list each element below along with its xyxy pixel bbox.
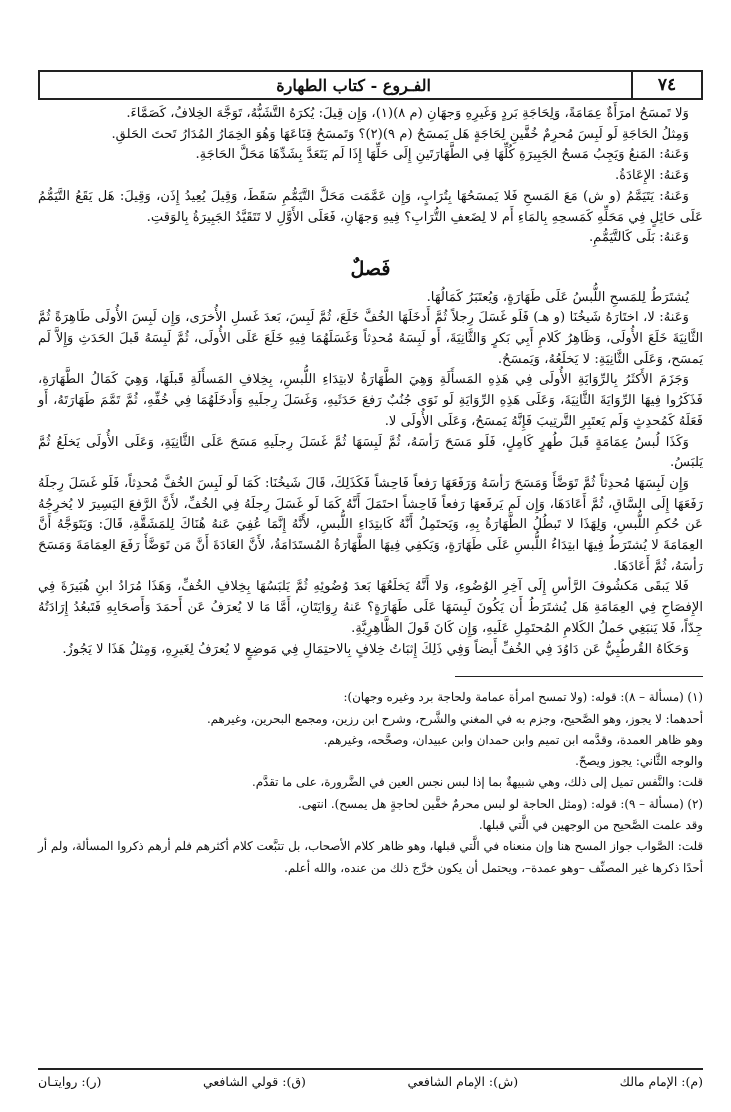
page-footer bbox=[38, 1068, 703, 1089]
text-paragraph: وَعَنهُ: لا، اختَارَهُ شَيخُنَا (و هـ) فَلَو غَسَلَ رِجلاً ثُمَّ أَدخَلَهَا الخُفَّ خَلَعَ، ثُمَّ لَبِسَ، بَعدَ غَسلِ الأُخرَى، وَإِن لَبِسَ الأُولَى طَاهِرَةً ثُمَّ الثَّانِيَةَ خَلَعَ الأُولَى، وَظَاهِرُ كَلامِ أَبِي بَكرٍ وَالثَّانِيَةَ، أَو لَبِسَهُ مُحدِثاً وَغَسَلَهُمَا فِيهِ خَلَعَ عَلَى الأُولَى، ثُمَّ لَبِسَهُ قَبلَ الحَدَثِ وَإِلاَّ لَم يَمسَح، وَعَلَى الثَّانِيَةِ: لا يَخلَعُهُ، وَيَمسَحُ. bbox=[38, 310, 703, 367]
page-number: ٧٤ bbox=[631, 72, 701, 98]
footnote-line: وهو ظاهر العمدة، وقدَّمه ابن تميم وابن حمدان وابن عبيدان، وصحَّحه، وغيرهم. bbox=[323, 732, 703, 747]
footnote-line: أحدهما: لا يجوز، وهو الصَّحيح، وجزم به في المغني والشَّرح، وشرح ابن رزين، ومجمع البحرين، وغيرهم. bbox=[206, 711, 703, 726]
legend-malik: (م): الإمام مالك bbox=[619, 1074, 703, 1089]
footnote-line: قلت: الصَّواب جواز المسح هنا وإن منعناه في الَّتي قبلها، وهو ظاهر كلام الأصحاب، بل تتبَّعت كلام أكثرهم فلم أرهم ذكروا المسألة، ولم أر أحدًا ذكرها غير المصنِّف –وهو عمدة–، ويحتمل أن يكون خرَّج ذلك من عنده، والله أعلم. bbox=[38, 839, 703, 875]
text-paragraph: وَإِن لَبِسَهَا مُحدِثاً ثُمَّ تَوَضَّأَ وَمَسَحَ رَأسَهُ وَرَفَعَهَا رَفعاً فَاحِشاً فَكَذَلِكَ، قَالَ شَيخُنَا: كَمَا لَو لَبِسَ الخُفَّ مُحدِثاً، فَلَو غَسَلَ رِجلَهُ رَفَعَهَا إِلَى السَّاقِ، ثُمَّ أَعَادَهَا، وَإِن لَم يَرفَعهَا رَفعاً فَاحِشاً احتَمَلَ أَنَّهُ كَمَا لَو غَسَلَ رِجلَهُ فِي الخُفِّ، لأَنَّ الرَّفعَ اليَسِيرَ لا يُخرِجُهُ عَن حُكمِ اللُّبسِ، وَلِهَذَا لا تَبطُلُ الطَّهَارَةُ بِهِ، وَيَحتَمِلُ أَنَّهُ كَابتِدَاءِ اللُّبسِ، لأَنَّهُ إِنَّمَا عُفِيَ عَنهُ هُنَاكَ لِلمَشَقَّةِ، قَالَ: وَيَتَوَجَّهُ أَنَّ العِمَامَةَ لا يُشتَرَطُ فِيهَا ابتِدَاءُ اللُّبسِ عَلَى طَهَارَةٍ، وَيَكفِي فِيهَا الطَّهَارَةُ المُستَدَامَةُ، لأَنَّ العَادَةَ أَنَّ مَن تَوَضَّأَ رَفَعَ العِمَامَةَ وَمَسَحَ رَأسَهُ، ثُمَّ أَعَادَهَا. bbox=[38, 475, 703, 574]
legend-two-narrations: (ر): روايتـان bbox=[38, 1074, 102, 1089]
footnote-line: والوجه الثَّاني: يجوز ويصحّ. bbox=[575, 754, 703, 769]
page bbox=[38, 70, 703, 879]
footnote-line: وقد علمت الصَّحيح من الوجهين في الَّتي قبلها. bbox=[478, 818, 703, 833]
footnote-line: قلت: والنَّفس تميل إلى ذلك، وهي شبيهةٌ بما إذا لبس نجس العين في الضَّرورة، على ما تقدَّم. bbox=[251, 775, 703, 790]
footnote-line: (٢) (مسألة – ٩): قوله: (ومثل الحاجة لو لبس محرمٌ خفَّين لحاجةٍ هل يمسح). انتهى. bbox=[297, 796, 703, 811]
text-paragraph: فَلا يَبقَى مَكشُوفَ الرَّأسِ إِلَى آخِرِ الوُضُوءِ، وَلا أَنَّهُ يَخلَعُهَا بَعدَ وُضُوئِهِ ثُمَّ يَلبَسُهَا بِخِلافِ الخُفِّ، وَهَذَا مُرَادُ ابنِ هُبَيرَةَ فِي الإِفصَاحِ فِي العِمَامَةِ هَل يُشتَرَطُ أَن يَكُونَ لَبِسَهَا عَلَى طَهَارَةٍ؟ عَنهُ رِوَايَتَانِ، أَمَّا مَا لا يُعرَفُ عَن أَحمَدَ وَأَصحَابِهِ فَتَبعُدُ إِرَادَتُهُ جِدّاً، فَلا يَنبَغِي حَملُ الكَلامِ المُحتَمِلِ عَلَيهِ، وَإِن كَانَ قَولَ الظَّاهِرِيَّةِ. bbox=[38, 579, 703, 636]
section-title: فَصلٌ bbox=[350, 257, 391, 280]
legend-shafii: (ش): الإمام الشافعي bbox=[407, 1074, 519, 1089]
page-header bbox=[38, 70, 703, 100]
text-paragraph: وَكَذَا لُبسُ عِمَامَةٍ قَبلَ طُهرٍ كَامِلٍ، فَلَو مَسَحَ رَأسَهُ، ثُمَّ لَبِسَهَا ثُمَّ غَسَلَ رِجلَيهِ مَسَحَ عَلَى الثَّانِيَةِ، وَعَلَى الأُولَى يَخلَعُ ثُمَّ يَلبَسُ. bbox=[38, 434, 703, 471]
footnote-divider bbox=[455, 676, 703, 677]
legend-shafii-two-opinions: (ق): قولي الشافعي bbox=[202, 1074, 306, 1089]
text-paragraph: وَعَنهُ: المَنعُ وَيَجِبُ مَسحُ الجَبِيرَةِ كُلِّهَا فِي الطَّهَارَتَينِ إِلَى حَلِّهَا إِذَا لَم يَتَعَدَّ بِشَدِّهَا مَحَلَّ الحَاجَةِ. bbox=[195, 147, 689, 163]
footnote-line: (١) (مسألة – ٨): قوله: (ولا تمسح امرأة عمامة ولحاجة برد وغيره وجهان): bbox=[343, 690, 703, 705]
page-title: الفـروع - كتاب الطهارة bbox=[276, 75, 431, 95]
text-paragraph: وَعَنهُ: بَلَى كَالتَّيَمُّمِ. bbox=[588, 230, 689, 246]
main-text bbox=[38, 104, 703, 660]
text-paragraph: وَعَنهُ: يَتَيَمَّمُ (و ش) مَعَ المَسحِ فَلا يَمسَحُهَا بِتُرَابٍ، وَإِن عَمَّمَت مَحَلَّ التَّيَمُّمِ سَقَطَ، وَقِيلَ يُعِيدُ إِذَن، وَقِيلَ: هَل يَقَعُ التَّيَمُّمُ عَلَى حَائِلٍ فِي مَحَلِّهِ كَمَسحِهِ بِالمَاءِ أَم لا لِضَعفِ التُّرَابِ؟ فِيهِ وَجهَانِ، فَعَلَى الأَوَّلِ لا تَتَقَيَّدُ الجَبِيرَةُ بِالوَقتِ. bbox=[38, 188, 703, 225]
footnotes bbox=[38, 687, 703, 879]
text-paragraph: وَلا تَمسَحُ امرَأَةٌ عِمَامَةً، وَلِحَاجَةِ بَردٍ وَغَيرِهِ وَجهَانِ (م ٨)(١)، وَإِن قِيلَ: يُكرَهُ التَّشَبُّهُ، تَوَجَّهَ الخِلافُ، كَصَمَّاءَ. bbox=[126, 106, 689, 121]
text-paragraph: وَحَكَاهُ القُرطُبِيُّ عَن دَاوُدَ فِي الخُفِّ أَيضاً وَفِي ذَلِكَ إِثبَاتُ خِلافٍ بِالاحتِمَالِ فِي مَوضِعٍ لا يُعرَفُ لِغَيرِهِ، وَمِثلُ هَذَا لا يَجُوزُ. bbox=[62, 641, 689, 657]
text-paragraph: يُشتَرَطُ لِلمَسحِ اللُّبسُ عَلَى طَهَارَةٍ، وَيُعتَبَرُ كَمَالُهَا. bbox=[426, 289, 689, 305]
text-paragraph: وَجَزَمَ الأَكثَرُ بِالرِّوَايَةِ الأُولَى فِي هَذِهِ المَسأَلَةِ وَهِيَ الطَّهَارَةُ لابتِدَاءِ اللُّبسِ، بِخِلافِ المَسأَلَةِ قَبلَهَا، وَهِيَ كَمَالُ الطَّهَارَةِ، فَذَكَرُوا فِيهَا الرِّوَايَةَ الثَّانِيَةَ، وَعَلَى هَذِهِ الرِّوَايَةِ لَو نَوَى جُنُبٌ رَفعَ حَدَثَيهِ، وَغَسَلَ رِجلَيهِ وَأَدخَلَهُمَا فِي خُفِّهِ، ثُمَّ تَمَّمَ طَهَارَتَهُ، أَو فَعَلَهُ كَمُحدِثٍ وَلَم يَعتَبِرِ التَّرتِيبَ فَإِنَّهُ يَمسَحُ، وَعَلَى الأُولَى لا. bbox=[38, 372, 703, 429]
text-paragraph: وَعَنهُ: الإِعَادَةُ. bbox=[615, 168, 689, 184]
text-paragraph: وَمِثلُ الحَاجَةِ لَو لَبِسَ مُحرِمٌ خُفَّينِ لِحَاجَةٍ هَل يَمسَحُ (م ٩)(٢)؟ وَتَمسَحُ قِنَاعَهَا وَهُوَ الخِمَارُ المُدَارُ تَحتَ الحَلقِ. bbox=[111, 126, 689, 142]
